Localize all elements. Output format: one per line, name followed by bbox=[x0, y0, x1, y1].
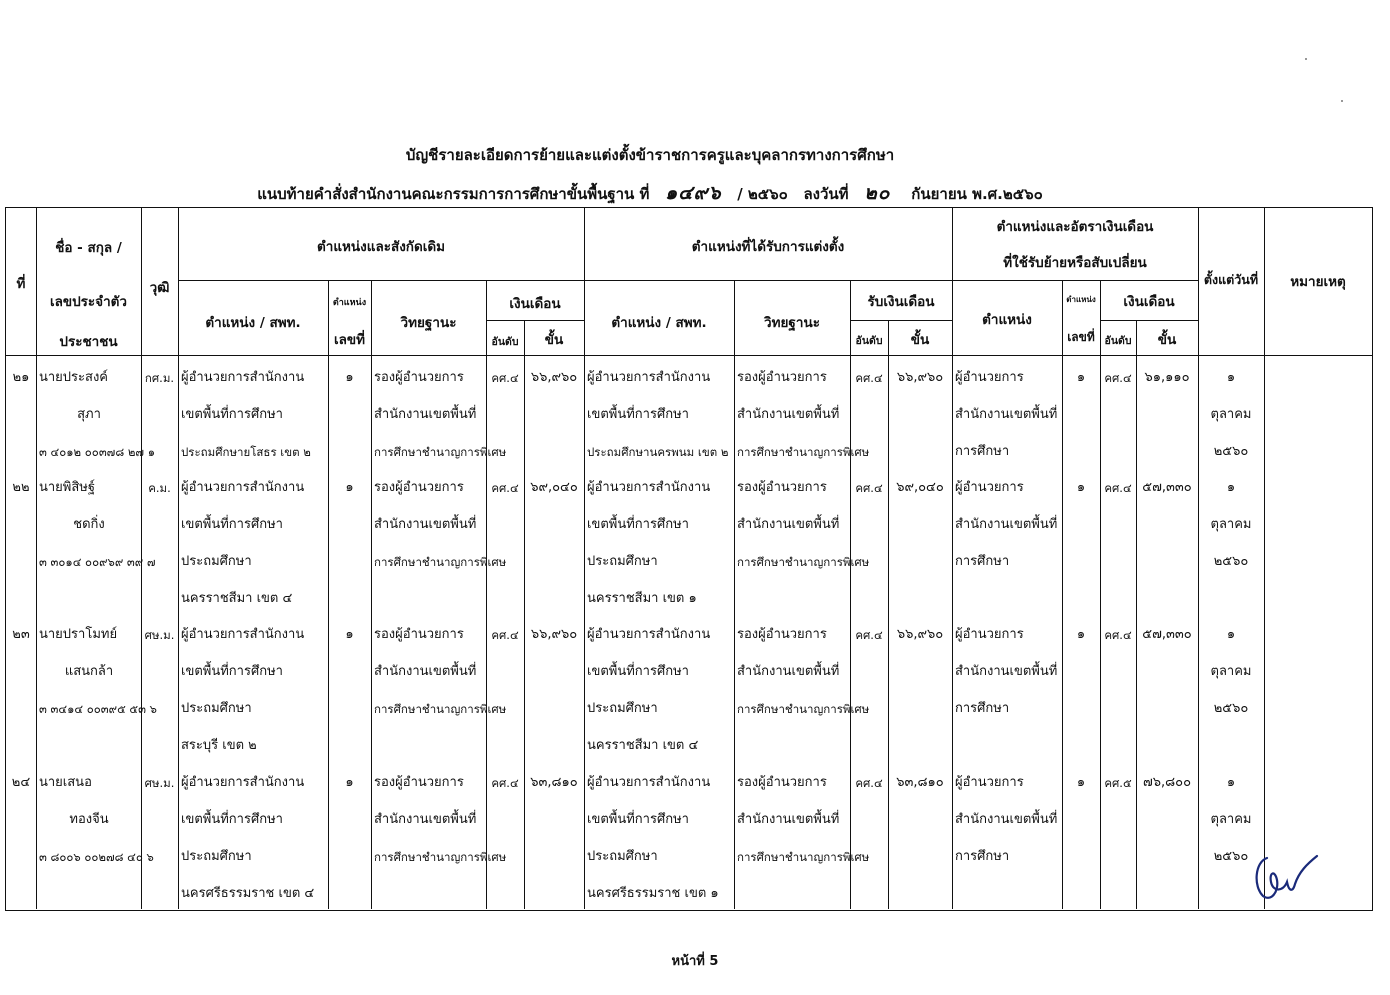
orig-step-header: ขั้น bbox=[544, 332, 564, 348]
swap-pos-header: ตำแหน่ง bbox=[982, 312, 1032, 328]
swap-position-no: ๑ bbox=[1076, 627, 1086, 642]
new-academic-line: รองผู้อำนวยการ bbox=[737, 480, 827, 495]
scan-speck bbox=[1305, 58, 1307, 60]
col-name-header-l2: เลขประจำตัว bbox=[49, 294, 128, 310]
new-academic-line: สำนักงานเขตพื้นที่ bbox=[737, 812, 840, 827]
grid-hline bbox=[1100, 320, 1198, 321]
swap-position-no: ๑ bbox=[1076, 480, 1086, 495]
degree: กศ.ม. bbox=[144, 371, 175, 385]
orig-academic-line: สำนักงานเขตพื้นที่ bbox=[374, 517, 477, 532]
order-number-handwritten: ๑๔๙๖ bbox=[665, 182, 722, 204]
swap-position-line: ผู้อำนวยการ bbox=[955, 480, 1024, 495]
person-name: นายปราโมทย์ bbox=[39, 627, 118, 642]
person-id: ๓ ๓๐๑๔ ๐๐๙๖๙ ๓๙ ๗ bbox=[39, 555, 156, 569]
person-surname: ทองจีน bbox=[69, 812, 109, 827]
person-name: นายเสนอ bbox=[39, 775, 92, 790]
grid-hline bbox=[6, 355, 1372, 356]
row-no: ๒๔ bbox=[11, 775, 31, 790]
person-id: ๓ ๓๔๑๔ ๐๐๓๙๕ ๕๓ ๖ bbox=[39, 702, 157, 716]
signature-mark bbox=[1253, 848, 1323, 904]
effective-date-line: ๒๕๖๐ bbox=[1213, 701, 1249, 716]
orig-position-line: สระบุรี เขต ๒ bbox=[181, 738, 257, 753]
order-day-handwritten: ๒๐ bbox=[864, 182, 891, 204]
new-position-line: เขตพื้นที่การศึกษา bbox=[587, 517, 689, 532]
swap-position-line: การศึกษา bbox=[955, 849, 1010, 864]
orig-pos-header: ตำแหน่ง / สพท. bbox=[205, 315, 301, 331]
orig-position-no: ๑ bbox=[345, 480, 354, 495]
row-no: ๒๓ bbox=[12, 627, 30, 642]
effective-date-line: ตุลาคม bbox=[1210, 812, 1252, 827]
effective-date-line: ๑ bbox=[1226, 627, 1236, 642]
new-position-line: ประถมศึกษา bbox=[587, 701, 658, 716]
swap-step: ๗๖,๘๐๐ bbox=[1142, 775, 1192, 790]
orig-academic-line: รองผู้อำนวยการ bbox=[374, 775, 464, 790]
date-label: ลงวันที่ bbox=[803, 185, 849, 203]
swap-group-header-l1: ตำแหน่งและอัตราเงินเดือน bbox=[996, 219, 1154, 235]
new-position-line: ผู้อำนวยการสำนักงาน bbox=[587, 480, 711, 495]
orig-position-line: เขตพื้นที่การศึกษา bbox=[181, 517, 283, 532]
grid-vline bbox=[1264, 208, 1265, 909]
orig-position-no: ๑ bbox=[345, 370, 354, 385]
grid-vline bbox=[524, 320, 525, 909]
effective-date-line: ๑ bbox=[1226, 370, 1236, 385]
orig-salary-header: เงินเดือน bbox=[509, 296, 561, 312]
orig-position-line: เขตพื้นที่การศึกษา bbox=[181, 407, 283, 422]
new-position-line: นครศรีธรรมราช เขต ๑ bbox=[587, 886, 719, 901]
col-degree-header: วุฒิ bbox=[149, 280, 170, 296]
person-surname: สุภา bbox=[77, 407, 101, 422]
orig-position-line: เขตพื้นที่การศึกษา bbox=[181, 812, 283, 827]
orig-rank: คศ.๔ bbox=[491, 628, 519, 642]
order-month-year: กันยายน พ.ศ.๒๕๖๐ bbox=[911, 185, 1043, 203]
swap-step-header: ขั้น bbox=[1157, 332, 1177, 348]
swap-position-line: การศึกษา bbox=[955, 701, 1010, 716]
swap-position-no: ๑ bbox=[1076, 370, 1086, 385]
new-step: ๖๙,๐๔๐ bbox=[896, 480, 944, 495]
orig-position-line: ผู้อำนวยการสำนักงาน bbox=[181, 370, 305, 385]
orig-step: ๖๙,๐๔๐ bbox=[530, 480, 578, 495]
effective-date-line: ๒๕๖๐ bbox=[1213, 444, 1249, 459]
new-step: ๖๖,๙๖๐ bbox=[896, 370, 944, 385]
swap-no-header-top: ตำแหน่ง bbox=[1066, 295, 1096, 304]
orig-academic-line: การศึกษาชำนาญการพิเศษ bbox=[374, 850, 507, 864]
new-step: ๖๖,๙๖๐ bbox=[896, 627, 944, 642]
new-position-line: เขตพื้นที่การศึกษา bbox=[587, 812, 689, 827]
degree: ศษ.ม. bbox=[144, 776, 175, 790]
new-academic-line: รองผู้อำนวยการ bbox=[737, 627, 827, 642]
orig-position-line: ประถมศึกษายโสธร เขต ๒ bbox=[181, 445, 311, 459]
new-position-line: ประถมศึกษานครพนม เขต ๒ bbox=[587, 445, 729, 459]
effective-date-line: ตุลาคม bbox=[1210, 517, 1252, 532]
swap-group-header-l2: ที่ใช้รับย้ายหรือสับเปลี่ยน bbox=[1003, 255, 1147, 271]
orig-step: ๖๖,๙๖๐ bbox=[530, 370, 578, 385]
new-position-line: นครราชสีมา เขต ๑ bbox=[587, 591, 697, 606]
swap-step: ๖๑,๑๑๐ bbox=[1144, 370, 1190, 385]
order-year: / ๒๕๖๐ bbox=[737, 185, 788, 203]
swap-rank: คศ.๔ bbox=[1104, 481, 1132, 495]
col-name-header-l1: ชื่อ - สกุล / bbox=[55, 240, 122, 256]
person-surname: แสนกล้า bbox=[64, 664, 114, 679]
new-position-line: เขตพื้นที่การศึกษา bbox=[587, 407, 689, 422]
remark-header: หมายเหตุ bbox=[1290, 274, 1346, 290]
col-name-header-l3: ประชาชน bbox=[59, 334, 118, 350]
transfer-table bbox=[5, 207, 1373, 911]
new-step-header: ขั้น bbox=[910, 332, 930, 348]
orig-academic-line: สำนักงานเขตพื้นที่ bbox=[374, 407, 477, 422]
orig-academic-line: สำนักงานเขตพื้นที่ bbox=[374, 812, 477, 827]
new-rank: คศ.๔ bbox=[855, 481, 883, 495]
grid-vline bbox=[1136, 320, 1137, 909]
swap-salary-header: เงินเดือน bbox=[1123, 294, 1175, 310]
orig-rank: คศ.๔ bbox=[491, 371, 519, 385]
new-academic-line: สำนักงานเขตพื้นที่ bbox=[737, 664, 840, 679]
orig-position-no: ๑ bbox=[345, 627, 354, 642]
orig-position-line: ผู้อำนวยการสำนักงาน bbox=[181, 480, 305, 495]
person-id: ๓ ๔๐๑๒ ๐๐๓๗๘ ๒๗ ๑ bbox=[39, 445, 156, 459]
swap-position-no: ๑ bbox=[1076, 775, 1086, 790]
scan-speck bbox=[1341, 100, 1343, 102]
orig-academic-line: การศึกษาชำนาญการพิเศษ bbox=[374, 555, 507, 569]
order-reference-line bbox=[0, 178, 1345, 208]
orig-academic-line: การศึกษาชำนาญการพิเศษ bbox=[374, 702, 507, 716]
swap-rank: คศ.๔ bbox=[1104, 371, 1132, 385]
new-academic-line: รองผู้อำนวยการ bbox=[737, 775, 827, 790]
new-academic-line: รองผู้อำนวยการ bbox=[737, 370, 827, 385]
person-id: ๓ ๘๐๐๖ ๐๐๒๗๘ ๔๐ ๖ bbox=[39, 850, 154, 864]
new-position-line: ผู้อำนวยการสำนักงาน bbox=[587, 775, 711, 790]
swap-position-line: การศึกษา bbox=[955, 444, 1010, 459]
new-academic-line: การศึกษาชำนาญการพิเศษ bbox=[737, 445, 870, 459]
orig-no-header-top: ตำแหน่ง bbox=[332, 298, 367, 308]
since-header: ตั้งแต่วันที่ bbox=[1203, 272, 1259, 287]
row-no: ๒๒ bbox=[12, 480, 30, 495]
orig-academic-line: การศึกษาชำนาญการพิเศษ bbox=[374, 445, 507, 459]
swap-step: ๕๗,๓๓๐ bbox=[1142, 480, 1192, 495]
new-position-line: เขตพื้นที่การศึกษา bbox=[587, 664, 689, 679]
new-academic-line: การศึกษาชำนาญการพิเศษ bbox=[737, 702, 870, 716]
grid-vline bbox=[888, 320, 889, 909]
document-title: บัญชีรายละเอียดการย้ายและแต่งตั้งข้าราชการครูและบุคลากรทางการศึกษา bbox=[405, 146, 895, 164]
new-rank-header: อันดับ bbox=[855, 335, 883, 347]
effective-date-line: ๒๕๖๐ bbox=[1213, 554, 1249, 569]
new-pos-header: ตำแหน่ง / สพท. bbox=[611, 315, 707, 331]
degree: ศษ.ม. bbox=[144, 628, 175, 642]
grid-vline bbox=[371, 280, 372, 909]
effective-date-line: ตุลาคม bbox=[1210, 407, 1252, 422]
new-position-line: ประถมศึกษา bbox=[587, 849, 658, 864]
orig-rank-header: อันดับ bbox=[491, 336, 519, 348]
swap-rank: คศ.๕ bbox=[1104, 776, 1132, 790]
grid-hline bbox=[178, 280, 1198, 281]
new-rank: คศ.๔ bbox=[855, 371, 883, 385]
person-name: นายพิสิษฐ์ bbox=[39, 480, 96, 495]
orig-academic-line: รองผู้อำนวยการ bbox=[374, 480, 464, 495]
grid-hline bbox=[850, 320, 952, 321]
swap-position-line: ผู้อำนวยการ bbox=[955, 370, 1024, 385]
order-prefix: แนบท้ายคำสั่งสำนักงานคณะกรรมการการศึกษาขั้นพื้นฐาน ที่ bbox=[257, 185, 650, 203]
orig-position-line: ประถมศึกษา bbox=[181, 849, 252, 864]
grid-vline bbox=[36, 208, 37, 909]
orig-step: ๖๖,๙๖๐ bbox=[530, 627, 578, 642]
orig-position-line: ผู้อำนวยการสำนักงาน bbox=[181, 627, 305, 642]
new-academic-line: การศึกษาชำนาญการพิเศษ bbox=[737, 555, 870, 569]
new-position-line: ผู้อำนวยการสำนักงาน bbox=[587, 370, 711, 385]
swap-no-header-bot: เลขที่ bbox=[1067, 330, 1095, 344]
person-name: นายประสงค์ bbox=[39, 370, 108, 385]
new-position-line: ผู้อำนวยการสำนักงาน bbox=[587, 627, 711, 642]
new-acad-header: วิทยฐานะ bbox=[764, 315, 820, 331]
new-salary-header: รับเงินเดือน bbox=[867, 294, 935, 310]
swap-position-line: สำนักงานเขตพื้นที่ bbox=[955, 517, 1058, 532]
new-academic-line: สำนักงานเขตพื้นที่ bbox=[737, 407, 840, 422]
new-position-line: นครราชสีมา เขต ๔ bbox=[587, 738, 699, 753]
effective-date-line: ๒๕๖๐ bbox=[1213, 849, 1249, 864]
swap-position-line: ผู้อำนวยการ bbox=[955, 627, 1024, 642]
orig-position-line: นครศรีธรรมราช เขต ๔ bbox=[181, 886, 315, 901]
swap-position-line: ผู้อำนวยการ bbox=[955, 775, 1024, 790]
orig-position-line: เขตพื้นที่การศึกษา bbox=[181, 664, 283, 679]
orig-academic-line: รองผู้อำนวยการ bbox=[374, 627, 464, 642]
swap-step: ๕๗,๓๓๐ bbox=[1142, 627, 1192, 642]
orig-position-line: นครราชสีมา เขต ๔ bbox=[181, 591, 293, 606]
effective-date-line: ตุลาคม bbox=[1210, 664, 1252, 679]
row-no: ๒๑ bbox=[12, 370, 30, 385]
effective-date-line: ๑ bbox=[1226, 775, 1236, 790]
swap-position-line: การศึกษา bbox=[955, 554, 1010, 569]
orig-position-line: ผู้อำนวยการสำนักงาน bbox=[181, 775, 305, 790]
orig-rank: คศ.๔ bbox=[491, 481, 519, 495]
new-position-line: ประถมศึกษา bbox=[587, 554, 658, 569]
swap-position-line: สำนักงานเขตพื้นที่ bbox=[955, 664, 1058, 679]
orig-position-line: ประถมศึกษา bbox=[181, 701, 252, 716]
new-rank: คศ.๔ bbox=[855, 776, 883, 790]
swap-rank: คศ.๔ bbox=[1104, 628, 1132, 642]
new-rank: คศ.๔ bbox=[855, 628, 883, 642]
new-group-header: ตำแหน่งที่ได้รับการแต่งตั้ง bbox=[691, 239, 845, 255]
orig-position-line: ประถมศึกษา bbox=[181, 554, 252, 569]
grid-hline bbox=[486, 320, 584, 321]
page-number: หน้าที่ 5 bbox=[671, 954, 719, 969]
effective-date-line: ๑ bbox=[1226, 480, 1236, 495]
grid-vline bbox=[734, 280, 735, 909]
degree: ค.ม. bbox=[148, 481, 171, 495]
new-step: ๖๓,๘๑๐ bbox=[896, 775, 944, 790]
orig-academic-line: รองผู้อำนวยการ bbox=[374, 370, 464, 385]
new-academic-line: สำนักงานเขตพื้นที่ bbox=[737, 517, 840, 532]
orig-no-header-bot: เลขที่ bbox=[333, 332, 365, 348]
new-academic-line: การศึกษาชำนาญการพิเศษ bbox=[737, 850, 870, 864]
orig-acad-header: วิทยฐานะ bbox=[400, 315, 457, 331]
swap-rank-header: อันดับ bbox=[1104, 335, 1132, 347]
person-surname: ชดกิ่ง bbox=[73, 517, 105, 532]
orig-position-no: ๑ bbox=[345, 775, 354, 790]
swap-position-line: สำนักงานเขตพื้นที่ bbox=[955, 407, 1058, 422]
orig-group-header: ตำแหน่งและสังกัดเดิม bbox=[316, 239, 446, 255]
orig-step: ๖๓,๘๑๐ bbox=[530, 775, 578, 790]
col-no-header: ที่ bbox=[16, 276, 26, 292]
orig-academic-line: สำนักงานเขตพื้นที่ bbox=[374, 664, 477, 679]
swap-position-line: สำนักงานเขตพื้นที่ bbox=[955, 812, 1058, 827]
orig-rank: คศ.๔ bbox=[491, 776, 519, 790]
